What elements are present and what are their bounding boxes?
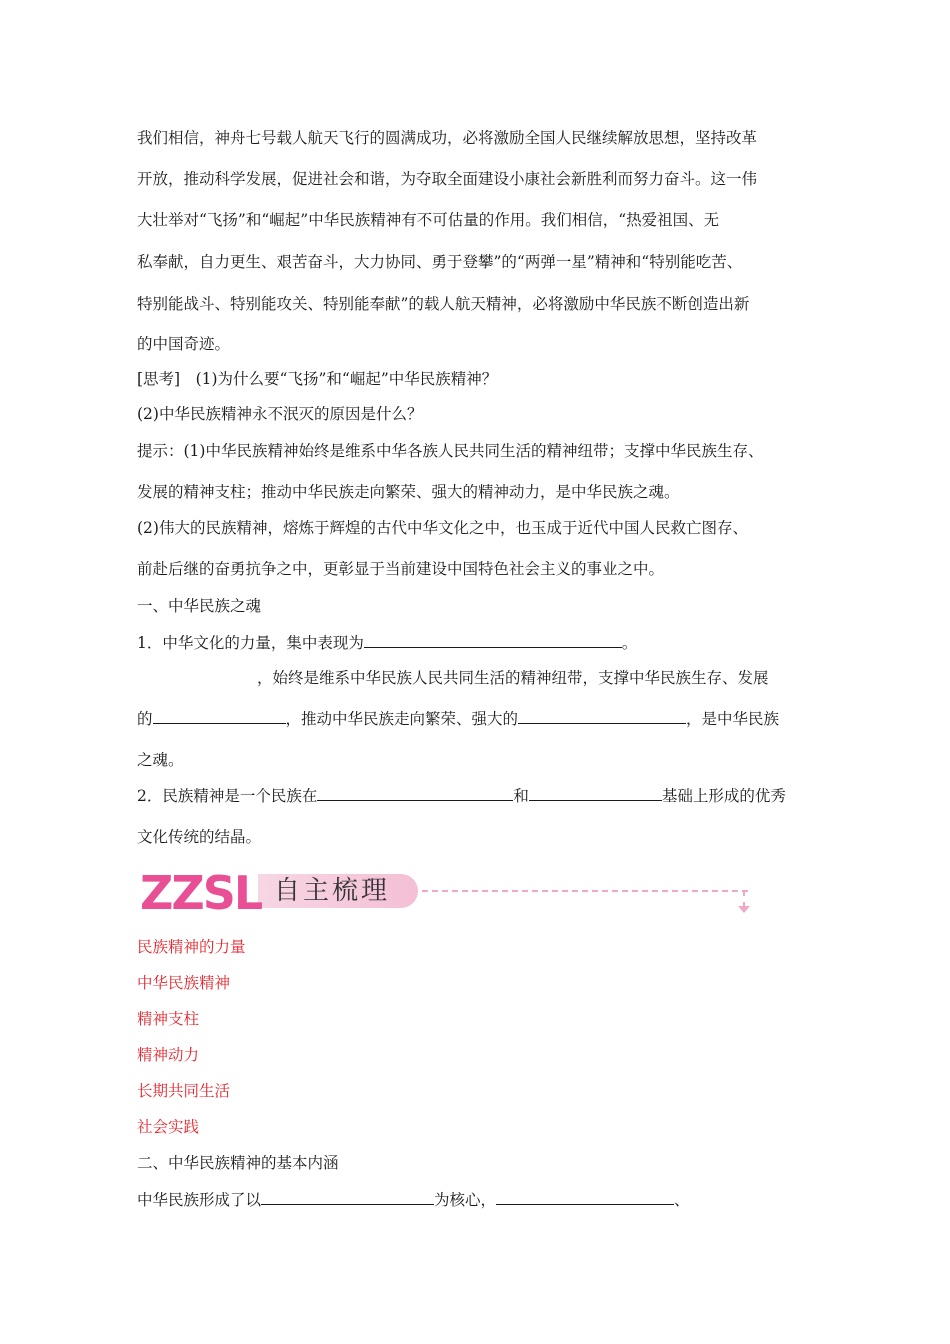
fill-blank[interactable] bbox=[317, 786, 513, 801]
dashed-line bbox=[422, 890, 748, 892]
intro-line-5: 特别能战斗、特别能攻关、特别能奉献”的载人航天精神，必将激励中华民族不断创造出新 bbox=[137, 295, 750, 313]
intro-line-6: 的中国奇迹。 bbox=[137, 335, 231, 353]
fill-blank[interactable] bbox=[364, 633, 622, 648]
section-2-mid: 为核心， bbox=[434, 1191, 497, 1209]
intro-line-1: 我们相信，神舟七号载人航天飞行的圆满成功，必将激励全国人民继续解放思想，坚持改革 bbox=[137, 129, 758, 147]
fill-blank[interactable] bbox=[496, 1190, 674, 1205]
item-1c-end: ，是中华民族 bbox=[686, 710, 780, 728]
item-2-line-1 bbox=[137, 786, 786, 806]
answer-1: 民族精神的力量 bbox=[137, 938, 246, 956]
item-1-line-1 bbox=[137, 633, 637, 653]
section-2-end: 、 bbox=[674, 1191, 690, 1209]
fill-blank[interactable] bbox=[261, 1190, 434, 1205]
answer-2: 中华民族精神 bbox=[137, 974, 231, 992]
item-1-line-4: 之魂。 bbox=[137, 751, 184, 769]
hint-1-line-1: 提示：(1)中华民族精神始终是维系中华各族人民共同生活的精神纽带；支撑中华民族生存、 bbox=[137, 442, 764, 460]
fill-blank[interactable] bbox=[518, 709, 686, 724]
item-2-mid: 和 bbox=[513, 787, 529, 805]
item-1c-mid: ，推动中华民族走向繁荣、强大的 bbox=[285, 710, 519, 728]
think-question-1: [思考] (1)为什么要“飞扬”和“崛起”中华民族精神？ bbox=[137, 370, 498, 388]
intro-line-4: 私奉献，自力更生、艰苦奋斗，大力协同、勇于登攀”的“两弹一星”精神和“特别能吃苦、 bbox=[137, 253, 743, 271]
zzsl-banner bbox=[140, 866, 760, 920]
arrow-down-icon bbox=[738, 906, 750, 913]
answer-4: 精神动力 bbox=[137, 1046, 200, 1064]
hint-2-line-1: (2)伟大的民族精神，熔炼于辉煌的古代中华文化之中，也玉成于近代中国人民救亡图存、 bbox=[137, 519, 748, 537]
intro-line-3: 大壮举对“飞扬”和“崛起”中华民族精神有不可估量的作用。我们相信，“热爱祖国、无 bbox=[137, 211, 720, 229]
section-1-title: 一、中华民族之魂 bbox=[137, 597, 262, 615]
answer-3: 精神支柱 bbox=[137, 1010, 200, 1028]
intro-line-2: 开放，推动科学发展，促进社会和谐，为夺取全面建设小康社会新胜利而努力奋斗。这一伟 bbox=[137, 170, 758, 188]
item-1-line-2: ，始终是维系中华民族人民共同生活的精神纽带，支撑中华民族生存、发展 bbox=[257, 669, 769, 687]
item-1-line-3 bbox=[137, 709, 779, 729]
banner-logo: ZZSL bbox=[140, 866, 262, 920]
section-2-pre: 中华民族形成了以 bbox=[137, 1191, 262, 1209]
answer-6: 社会实践 bbox=[137, 1118, 200, 1136]
section-2-title: 二、中华民族精神的基本内涵 bbox=[137, 1154, 339, 1172]
think-question-2: (2)中华民族精神永不泯灭的原因是什么？ bbox=[137, 405, 423, 423]
item-1-end: 。 bbox=[621, 634, 638, 652]
section-2-line-1 bbox=[137, 1190, 690, 1210]
hint-2-line-2: 前赴后继的奋勇抗争之中，更彰显于当前建设中国特色社会主义的事业之中。 bbox=[137, 560, 665, 578]
banner-title: 自主梳理 bbox=[274, 876, 391, 906]
item-2-pre: 2．民族精神是一个民族在 bbox=[137, 787, 318, 805]
item-1c-pre: 的 bbox=[137, 710, 153, 728]
fill-blank[interactable] bbox=[153, 709, 286, 724]
answer-5: 长期共同生活 bbox=[137, 1082, 231, 1100]
item-1-text: 1．中华文化的力量，集中表现为 bbox=[137, 634, 364, 652]
item-2-line-2: 文化传统的结晶。 bbox=[137, 828, 262, 846]
item-2-end: 基础上形成的优秀 bbox=[661, 787, 786, 805]
fill-blank[interactable] bbox=[529, 786, 662, 801]
hint-1-line-2: 发展的精神支柱；推动中华民族走向繁荣、强大的精神动力，是中华民族之魂。 bbox=[137, 483, 680, 501]
